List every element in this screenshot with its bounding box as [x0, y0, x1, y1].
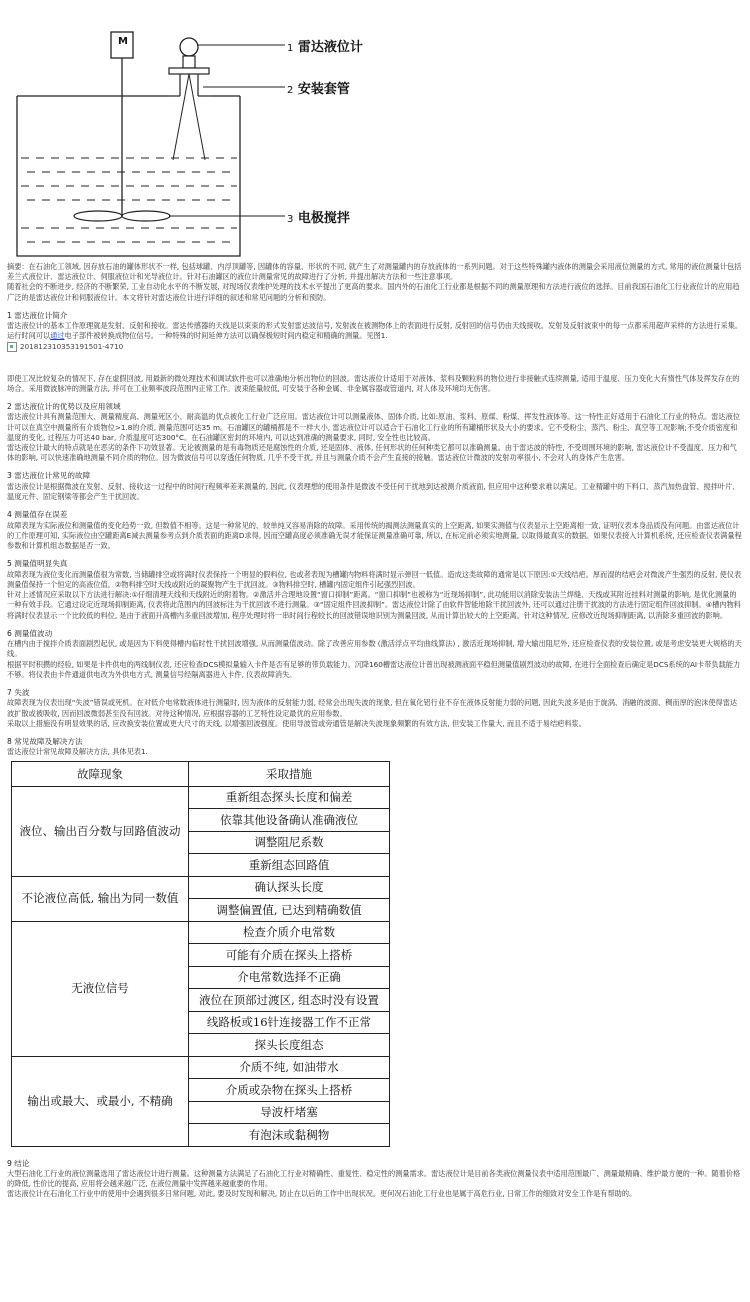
table-row — [12, 876, 390, 899]
inline-link[interactable]: 通过 — [50, 331, 65, 341]
fault-table — [11, 761, 390, 1147]
section-2-text: 雷达液位计具有测量范围大、测量精度高、测量死区小、耐高温的优点被化工行业广泛应用。雷达液位计可以测量液体、固体介质, 比如:原油、浆料、原煤、粉煤、挥发性液体等。这一特性正好适用于石油化工行业的特点。雷达液位计可以在真空中测量所有介质物位>1.8的介质, 测量范围可达35 m。石油罐区的罐桶都是不一样大小, 雷达液位计可以适合于石油化工行业的所有罐桶形状及大小的要求。它不受粉尘、蒸汽、粉尘、真空等工况影响;不受介质密度和温度的变化, 过程压力可达40 bar, 介质温度可达300°C。在石油罐区密封的环境内, 可以达到准确的测量要求, 同时, 安全性也比较高。 — [7, 412, 740, 442]
radar-level-gauge-figure — [7, 0, 743, 262]
section-3-title: 3 雷达液位计常见的故障 — [7, 471, 91, 481]
measure-cell: 检查介质介电常数 — [189, 921, 390, 944]
measure-cell: 介质不纯, 如油带水 — [189, 1056, 390, 1079]
section-2-text-2: 雷达液位计最大的特点就是在恶劣的条件下功效显著。无论被测量的是有毒物质还是腐蚀性的介质, 还是固体、液体, 任何形状的任何种类它都可以准确测量。由于雷达波的特性, 不受周围环境的影响, 雷达液位计不受温度、压力和气体的影响, 可以快速准确地测量不同介质的物位。因为微波信号可以穿透任何物质, 几乎不受干扰, 并且与测量介质不会产生直接的接触。雷达液位计微波的发射功率很小, 不会对人的身体产生危害。 — [7, 443, 737, 463]
table-row — [12, 921, 390, 944]
section-7-text-2: 采取以上措施没有明显效果的话, 应改换安装位置或更大尺寸的天线, 以增强回波强度。使用导波管或旁通管是解决失波现象频繁的有效方法, 但安装工作量大, 而且不适于易结疤料浆。 — [7, 718, 586, 728]
measure-cell: 有泡沫或黏稠物 — [189, 1124, 390, 1147]
abstract-paragraph-1: 摘要：在石油化工领域, 因存放石油的罐体形状不一样, 包括球罐、内浮顶罐等, 因罐体的容量、形状的不同, 就产生了对测量罐内的存放液体的一系列问题。对于这些特殊罐内液体的测量会采用液位测量的方式, 常用的液位测量计包括差兰式液位计、雷达液位计、伺服液位计和光导液位计。针对石油罐区的液位计测量常见的故障进行了分析, 并提出解决方法和一些注意事项。 — [7, 262, 742, 282]
section-9-text-2: 雷达液位计在石油化工行业中的使用中会遇到很多日常问题, 对此, 要及时发现和解决, 防止在以后的工作中出现状况。更何况石油化工行业也是属于高危行业, 日常工作的细致对安全工作是有帮助的。 — [7, 1189, 637, 1199]
header-symptom: 故障现象 — [12, 761, 189, 786]
symptom-cell: 液位、输出百分数与回路值波动 — [12, 786, 189, 876]
header-measure: 采取措施 — [189, 761, 390, 786]
broken-image-placeholder: 20181231035319150​1-4710 — [7, 342, 743, 352]
broken-image-icon — [7, 342, 17, 352]
section-5-title: 5 测量值明显失真 — [7, 559, 68, 569]
measure-cell: 可能有介质在探头上搭桥 — [189, 944, 390, 967]
section-7-text: 故障表现为仪表出现“失波”错误或死机。在对低介电常数液体进行测量时, 因为液体的反射能力弱, 经常会出现失波的现象, 但在氧化铝行业不存在液体反射能力弱的问题, 因此失波多是由于旋涡、消融的波面、稠而厚的泡沫使得雷达波扩散或被吸收, 因而回波微弱甚至没有回波。对待这种情况, 应根据容器的工艺特性设定最优的应用参数。 — [7, 698, 738, 718]
section-5-text: 故障表现为液位变化而测量值很为常数, 当储罐排空或将满时仪表保持一个明显的假料位, 也或者表现为槽罐内物料将满时显示弹回一低值。造成这类故障的通常是以下原因:①天线结疤。厚而湿的结疤会对微波产生强烈的反射, 使仪表测量值保持一个恒定的高液位值。②物料排空时天线或附近的凝聚物产生干扰回波。③物料排空时, 槽罐内固定组件引起强烈回波。 — [7, 569, 742, 589]
measure-cell: 液位在顶部过渡区, 组态时没有设置 — [189, 989, 390, 1012]
section-1-title: 1 雷达液位计简介 — [7, 310, 68, 320]
section-6-text: 在槽内由于搅拌介质表面剧烈起伏, 或是因为下料使得槽内临时性干扰回波增强, 从而测量值波动。除了改善应用参数 (激活浮点平均曲线算法) , 激活近现场抑制, 增大输出阻尼外, 还应检查仪表的安装位置, 或是考虑安装更大规格的天线。 — [7, 639, 742, 659]
measure-cell: 调整阻尼系数 — [189, 831, 390, 854]
section-5-text-2: 针对上述情况应采取以下方法进行解决:①仔细清理天线和天线附近的附着物。②激活并合理地设置“窗口抑制”距离。“窗口抑制”也被称为“近现场抑制”, 此功能用以消除安装法兰焊缝、天线或其附近挂料对测量的影响, 是优化测量的一种有效手段。它通过设定近现场抑制距离, 仪表将此范围内的回波标注为干扰回波不进行测量。③“固定组件回波抑制”。雷达液位计除了由软件智能地除干扰回波外, 还可以通过注册干扰波的方法进行固定组件回波抑制。④槽内物料将满时仪表显示一个比较低的料位, 是由于液面升高槽内多重回波增加, 程序处理时将一串时间行程较长的回波错误地识别为测量回波, 从而计算出较大的上空距离。针对这种情况, 应修改近现场抑制距离, 以消除多重回波的影响。 — [7, 590, 741, 620]
section-9-text: 大型石油化工行业的液位测量选用了雷达液位计进行测量。这种测量方法满足了石油化工行业对精确性、重复性、稳定性的测量需求。雷达液位计是目前各类液位测量仪表中适用范围最广、测量最精确、维护最方便的一种。随着价格的降低, 性价比的提高, 应用将会越来越广泛, 在液位测量中发挥越来越重要的作用。 — [7, 1168, 741, 1189]
measure-cell: 介质或杂物在探头上搭桥 — [189, 1079, 390, 1102]
section-1-text: 雷达液位计的基本工作原理就是发射、反射和接收。雷达传感器的天线是以束束的形式发射雷达波信号, 发射波在被测物体上的表面进行反射, 反射回的信号仍由天线接收。发射及反射波束中的每一点都采用超声采样的方法进行采集。运行时间可以通过电子部件被转换成物位信号。一种特殊的时间延伸方法可以确保极短时间内稳定和精确的测量。见图1. — [7, 321, 743, 341]
section-4-text: 故障表现为实际液位和测量值的变化趋势一致, 但数值不相等。这是一种常见的、较单纯又容易消除的故障。采用传统的揭测法测量真实的上空距离, 如果实测值与仪表显示上空距离相一致, 证明仪表本身品质没有问题。由雷达液位计的工作原理可知, 实际液位由空罐距离E减去测量参考点到介质表面的距离D求得, 因而空罐高度必须准确无误才能保证测量准确可靠, 所以, 在标定前必须实地测量, 以取得最真实的数据。如果仪表接入计算机系统, 还应检查仪表满量程参数和计算机组态数据是否一致。 — [7, 520, 742, 551]
symptom-cell: 不论液位高低, 输出为同一数值 — [12, 876, 189, 921]
section-9-title: 9 结论 — [7, 1158, 30, 1168]
section-7-title: 7 失波 — [7, 687, 30, 697]
measure-cell: 重新组态回路值 — [189, 854, 390, 877]
section-8-intro: 雷达液位计常见故障及解决方法, 具体见表1. — [7, 747, 148, 757]
figure-label-2: 2 安装套管 — [287, 82, 350, 97]
measure-cell: 重新组态探头长度和偏差 — [189, 786, 390, 809]
article — [7, 0, 743, 1200]
measure-cell: 介电常数选择不正确 — [189, 966, 390, 989]
measure-cell: 调整偏置值, 已达到精确数值 — [189, 899, 390, 922]
table-header-row — [12, 761, 390, 786]
table-row — [12, 1056, 390, 1079]
measure-cell: 线路板或16针连接器工作不正常 — [189, 1011, 390, 1034]
measure-cell: 探头长度组态 — [189, 1034, 390, 1057]
measure-cell: 依靠其他设备确认准确液位 — [189, 809, 390, 832]
abstract-paragraph-2: 随着社会的不断进步, 经济的不断繁荣, 工业自动化水平的不断发展, 对现场仪表维护处理的技术水平提出了更高的要求。国内外的石油化工行业都是根据不同的测量原理和方法进行液位的选择。目前我国石油化工行业液位计的应用趋广泛的是雷达液位计和伺服液位计。本文将针对雷达液位计进行详细的叙述和常见问题的分析和预防。 — [7, 282, 740, 302]
section-4-title: 4 测量值存在误差 — [7, 510, 68, 520]
motor-label: M — [118, 36, 128, 47]
section-8-title: 8 常见故障及解决方法 — [7, 736, 83, 746]
section-6-title: 6 测量值波动 — [7, 628, 53, 638]
figure-label-3: 3 电极搅拌 — [287, 211, 350, 226]
measure-cell: 确认探头长度 — [189, 876, 390, 899]
section-1-text-2: 即使工况比较复杂的情况下, 存在虚假回波, 用最新的微处理技术和调试软件也可以准确地分析出物位的回波。雷达液位计适用于对液体、浆料及颗粒料的物位进行非接触式连续测量, 适用于温度、压力变化大有惰性气体及挥发存在的场合。采用微波脉冲的测量方法, 并可在工业频率波段范围内正常工作。波束能量较低, 可安装于各种金属、非金属容器或管道内, 对人体及环境均无伤害。 — [7, 373, 740, 393]
figure-label-1: 1 雷达液位计 — [287, 40, 363, 55]
section-3-text: 雷达液位计是根据微波在发射、反射、接收这一过程中的时间行程频率差来测量的, 因此, 仪表理想的使用条件是微波不受任何干扰地到达被测介质液面, 但应用中这种要求难以满足。工业精罐中的下料口、蒸汽加热盘管、搅拌叶片、温度元件、固定钢梁等都会产生干扰回波。 — [7, 481, 740, 502]
section-6-text-2: 根据平时积攒的经验, 如果是卡件供电的两线制仪表, 还应检查DCS模拟量输入卡件是否有足够的带负载能力。沉降160槽雷达液位计曾出现被测液面平稳但测量值剧烈波动的故障, 在进行全面检查后确定是DCS系统的AI卡带负载能力不够。将仪表由卡件通道供电改为外供电方式, 测量信号经隔离器进入卡件, 仪表故障消失。 — [7, 659, 741, 679]
section-2-title: 2 雷达液位计的优势以及应用领域 — [7, 402, 121, 412]
symptom-cell: 无液位信号 — [12, 921, 189, 1056]
table-row — [12, 786, 390, 809]
measure-cell: 导波杆堵塞 — [189, 1101, 390, 1124]
symptom-cell: 输出或最大、或最小, 不精确 — [12, 1056, 189, 1146]
